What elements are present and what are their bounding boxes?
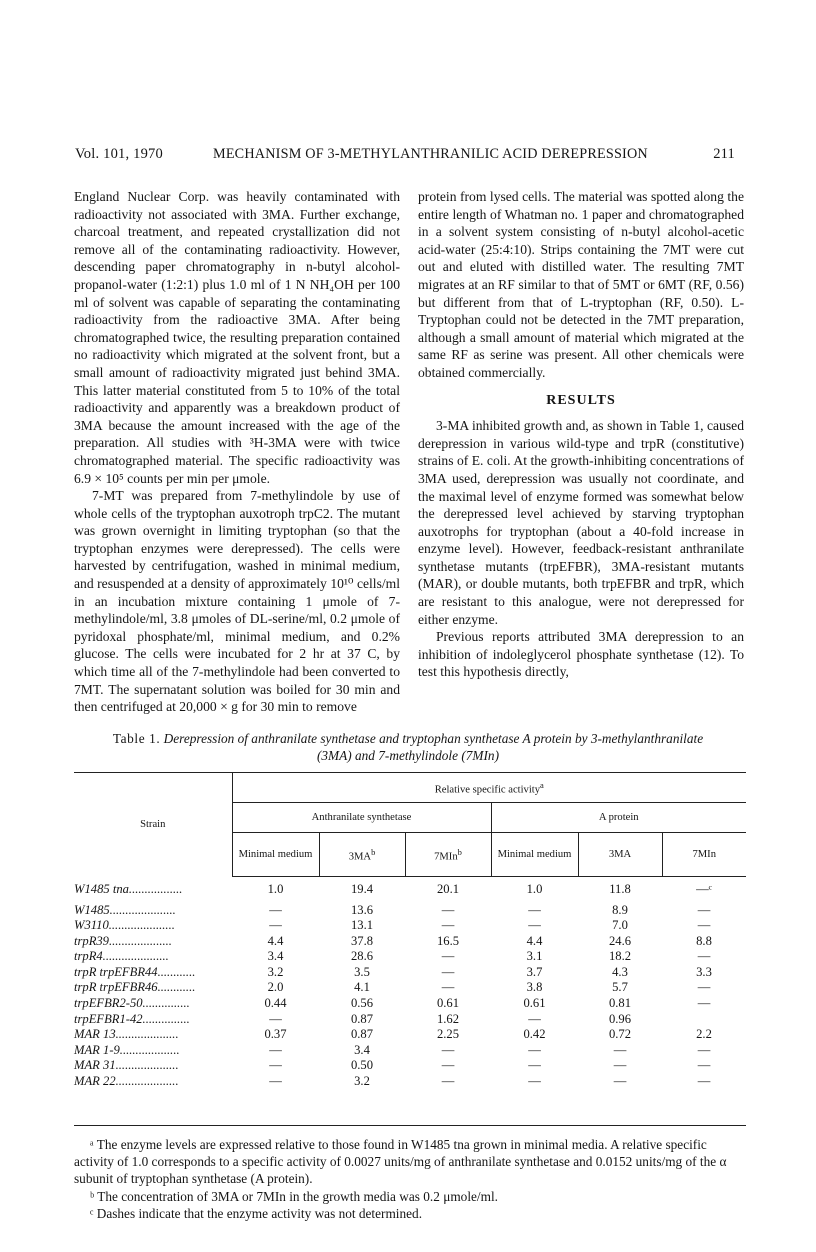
col-3ma-a: 3MA <box>578 833 662 877</box>
value-cell: 3.4 <box>354 1042 370 1057</box>
value-cell: — <box>528 902 541 917</box>
value-cell: 13.1 <box>350 918 374 933</box>
footnote-a: ᵃ The enzyme levels are expressed relative to those found in W1485 tna grown in minimal media. A relative specific activity of 1.0 corresponds to a specific activity of 0.0027 units/mg of anthranilate synthetase and 0.0152 units/mg of the α subunit of tryptophan synthetase (A protein). <box>74 1137 727 1187</box>
value-cell: 1.0 <box>526 881 543 896</box>
value-cell: — <box>528 1042 541 1057</box>
table-label: Table 1. <box>112 731 161 746</box>
col-7min-a: 7MIn <box>662 833 746 877</box>
value-cell: — <box>441 1042 455 1057</box>
value-cell: 0.37 <box>264 1027 287 1042</box>
value-cell: 4.4 <box>526 933 543 948</box>
value-cell: — <box>441 902 455 917</box>
footnote-c: ᶜ Dashes indicate that the enzyme activity was not determined. <box>90 1205 423 1221</box>
table-row <box>74 1027 746 1043</box>
table-row <box>74 1058 746 1074</box>
left-paragraph-2: 7-MT was prepared from 7-methylindole by use of whole cells of the tryptophan auxotroph trpC2. The mutant was grown overnight in limiting tryptophan (so that the tryptophan enzymes were derepressed). The cells were harvested by centrifugation, washed in minimal medium, and resuspended at a density of approximately 10¹⁰ cells/ml in an incubation mixture containing 1 μmole of 7-methylindole/ml, 3.8 μmoles of DL-serine/ml, 0.2 μmole of pyridoxal phosphate/ml, minimal medium, and 0.2% glucose. The cells were incubated for 2 hr at 37 C, by which time all of the 7-methylindole had been converted to 7MT. The supernatant solution was boiled for 30 min and then centrifuged at 20,000 × g for 30 min to remove <box>74 488 400 715</box>
value-cell: 4.3 <box>612 964 628 979</box>
strain-cell: MAR 13.................... <box>74 1027 179 1042</box>
header-a-protein: A protein <box>491 803 746 833</box>
value-cell: — <box>528 1011 541 1026</box>
value-cell: 0.61 <box>523 996 546 1011</box>
strain-cell: MAR 31.................... <box>74 1058 179 1073</box>
value-cell: 3.4 <box>267 949 284 964</box>
value-cell: — <box>613 1042 627 1057</box>
value-cell: — <box>269 1058 282 1073</box>
value-cell: — <box>528 1058 541 1073</box>
value-cell: 2.0 <box>267 980 284 995</box>
strain-cell: MAR 22.................... <box>74 1074 179 1089</box>
strain-cell: trpEFBR2-50............... <box>74 996 190 1011</box>
strain-cell: trpR trpEFBR44............ <box>74 964 196 979</box>
value-cell: — <box>441 918 455 933</box>
right-paragraph-3: Previous reports attributed 3MA derepression to an inhibition of indoleglycerol phosphate synthetase (12). To test this hypothesis directly, <box>418 629 744 680</box>
value-cell: 3.2 <box>354 1074 370 1089</box>
value-cell: 28.6 <box>350 949 374 964</box>
strain-cell: trpR trpEFBR46............ <box>74 980 196 995</box>
value-cell: 3.8 <box>526 980 543 995</box>
col-minimal-medium: Minimal medium <box>232 833 319 877</box>
value-cell: 4.4 <box>267 933 284 948</box>
value-cell: 20.1 <box>436 881 460 896</box>
table-row <box>74 996 746 1012</box>
header-strain: Strain <box>74 773 232 877</box>
value-cell: 1.0 <box>267 881 284 896</box>
table-row <box>74 1074 746 1090</box>
table-caption <box>110 730 706 764</box>
value-cell: 0.61 <box>436 996 460 1011</box>
table-row <box>74 949 746 965</box>
value-cell <box>662 1012 746 1028</box>
value-cell: 0.96 <box>608 1011 632 1026</box>
table-row <box>74 877 746 903</box>
value-cell: 2.25 <box>436 1027 460 1042</box>
table-row <box>74 980 746 996</box>
results-heading: RESULTS <box>546 392 616 408</box>
strain-cell: W3110..................... <box>74 918 175 933</box>
value-cell: —ᶜ <box>696 881 712 896</box>
volume-label: Vol. 101, 1970 <box>75 146 163 162</box>
value-cell: 5.7 <box>612 980 628 995</box>
strain-cell: MAR 1-9................... <box>74 1042 180 1057</box>
table-row <box>74 934 746 950</box>
table-row <box>74 965 746 981</box>
value-cell: 16.5 <box>436 933 460 948</box>
value-cell: 13.6 <box>350 902 374 917</box>
left-column <box>74 188 400 716</box>
footnote-b: ᵇ The concentration of 3MA or 7MIn in the growth media was 0.2 μmole/ml. <box>90 1188 498 1204</box>
value-cell: — <box>697 1042 711 1057</box>
value-cell: — <box>269 918 282 933</box>
col-3ma: $3MA^b$ <box>319 833 405 877</box>
right-paragraph-2: 3-MA inhibited growth and, as shown in Table 1, caused derepression in various wild-type and trpR (constitutive) strains of E. coli. At the growth-inhibiting concentrations of 3MA used, derepression was usually not coordinate, and the maximal level of enzyme formed was somewhat below the derepressed level achieved by starving tryptophan auxotrophs for tryptophan (about a 40-fold increase in enzyme level). However, feedback-resistant anthranilate synthetase mutants (trpEFBR), 3MA-resistant mutants (MAR), or double mutants, both trpEFBR and trpR, which are resistant to this analogue, were not derepressed for either enzyme. <box>418 418 744 627</box>
table-caption-text: Derepression of anthranilate synthetase and tryptophan synthetase A protein by 3-methylanthranilate (3MA) and 7-methylindole (7MIn) <box>163 731 704 763</box>
value-cell: — <box>441 964 455 979</box>
value-cell: 8.8 <box>696 933 712 948</box>
value-cell: 3.2 <box>267 964 284 979</box>
value-cell: — <box>441 980 455 995</box>
footnote-rule <box>74 1125 746 1126</box>
value-cell: — <box>269 1042 282 1057</box>
value-cell: — <box>697 980 711 995</box>
col-7min: 7MIn$^b$ <box>405 833 491 877</box>
value-cell: 0.42 <box>523 1027 546 1042</box>
value-cell: — <box>441 949 455 964</box>
value-cell: 19.4 <box>350 881 374 896</box>
value-cell: 18.2 <box>608 949 632 964</box>
value-cell: 7.0 <box>612 918 628 933</box>
value-cell: 8.9 <box>612 902 628 917</box>
value-cell: — <box>697 949 711 964</box>
value-cell: — <box>269 1074 282 1089</box>
page-number: 211 <box>713 146 735 162</box>
table-row <box>74 903 746 919</box>
right-column <box>418 188 744 681</box>
value-cell: 0.56 <box>350 996 374 1011</box>
value-cell: 24.6 <box>608 933 632 948</box>
col-minimal-medium-a: Minimal medium <box>491 833 578 877</box>
table-footnotes <box>74 1125 746 1222</box>
strain-cell: trpR4..................... <box>74 949 169 964</box>
strain-cell: trpR39.................... <box>74 933 172 948</box>
value-cell: 0.81 <box>608 996 632 1011</box>
strain-cell: W1485 tna................. <box>74 881 183 896</box>
value-cell: 3.5 <box>354 964 370 979</box>
value-cell: 3.7 <box>526 964 543 979</box>
running-title: MECHANISM OF 3-METHYLANTHRANILIC ACID DEREPRESSION <box>213 146 648 162</box>
data-table <box>74 772 746 1090</box>
value-cell: — <box>613 1074 627 1089</box>
header-relative-activity: Relative specific activity$^a$ <box>232 773 746 803</box>
value-cell: — <box>697 1058 711 1073</box>
table-row <box>74 1043 746 1059</box>
value-cell: — <box>697 1074 711 1089</box>
value-cell: 0.44 <box>264 996 287 1011</box>
value-cell: — <box>697 902 711 917</box>
header-anthranilate-synthetase: Anthranilate synthetase <box>232 803 491 833</box>
value-cell: 0.87 <box>350 1027 374 1042</box>
value-cell: 0.87 <box>350 1011 374 1026</box>
value-cell: — <box>441 1074 455 1089</box>
value-cell: — <box>613 1058 627 1073</box>
table-body <box>74 877 746 1090</box>
value-cell: — <box>269 1011 282 1026</box>
value-cell: 2.2 <box>696 1027 712 1042</box>
value-cell: 0.72 <box>608 1027 632 1042</box>
value-cell: 3.3 <box>696 964 712 979</box>
value-cell: 1.62 <box>436 1011 460 1026</box>
value-cell: 0.50 <box>350 1058 374 1073</box>
value-cell: — <box>441 1058 455 1073</box>
strain-cell: trpEFBR1-42............... <box>74 1011 190 1026</box>
value-cell: 4.1 <box>354 980 370 995</box>
value-cell: 37.8 <box>350 933 374 948</box>
value-cell: 3.1 <box>526 949 543 964</box>
left-paragraph-1: England Nuclear Corp. was heavily contaminated with radioactivity not associated with 3MA. Further exchange, charcoal treatment, and repeated crystallization did not remove all of the contaminating radioactivity. However, descending paper chromatography in n-butyl alcohol-propanol-water (1:2:1) plus 1.0 ml of 1 N NH₄OH per 100 ml of solvent was capable of separating the contaminating radioactivity from the radioactive 3MA. After being chromatographed twice, the resulting preparation contained no radioactivity which migrated at the solvent front, but a small amount of radioactivity migrated just behind 3MA. This latter material constituted from 5 to 10% of the total radioactivity and apparently was a breakdown product of 3MA because the amount increased with the age of the preparation. All studies with ³H-3MA were with twice chromatographed material. The specific radioactivity was 6.9 × 10⁵ counts per min per μmole. <box>74 189 400 486</box>
table-row <box>74 918 746 934</box>
value-cell: — <box>269 902 282 917</box>
value-cell: 11.8 <box>609 881 631 896</box>
value-cell: — <box>528 1074 541 1089</box>
strain-cell: W1485..................... <box>74 902 176 917</box>
right-paragraph-1: protein from lysed cells. The material was spotted along the entire length of Whatman no. 1 paper and chromatographed in a solvent system consisting of n-butyl alcohol-acetic acid-water (25:4:10). Strips containing the 7MT were cut out and eluted with distilled water. The resulting 7MT migrates at an RF similar to that of 5MT or 6MT (RF, 0.56) but different from that of L-tryptophan (RF, 0.50). L-Tryptophan could not be detected in the 7MT preparation, although a small amount of material which migrated at the same RF as serine was present. All other chemicals were obtained commercially. <box>418 189 744 380</box>
value-cell: — <box>697 996 711 1011</box>
value-cell: — <box>528 918 541 933</box>
table-row <box>74 1012 746 1028</box>
value-cell: — <box>697 918 711 933</box>
